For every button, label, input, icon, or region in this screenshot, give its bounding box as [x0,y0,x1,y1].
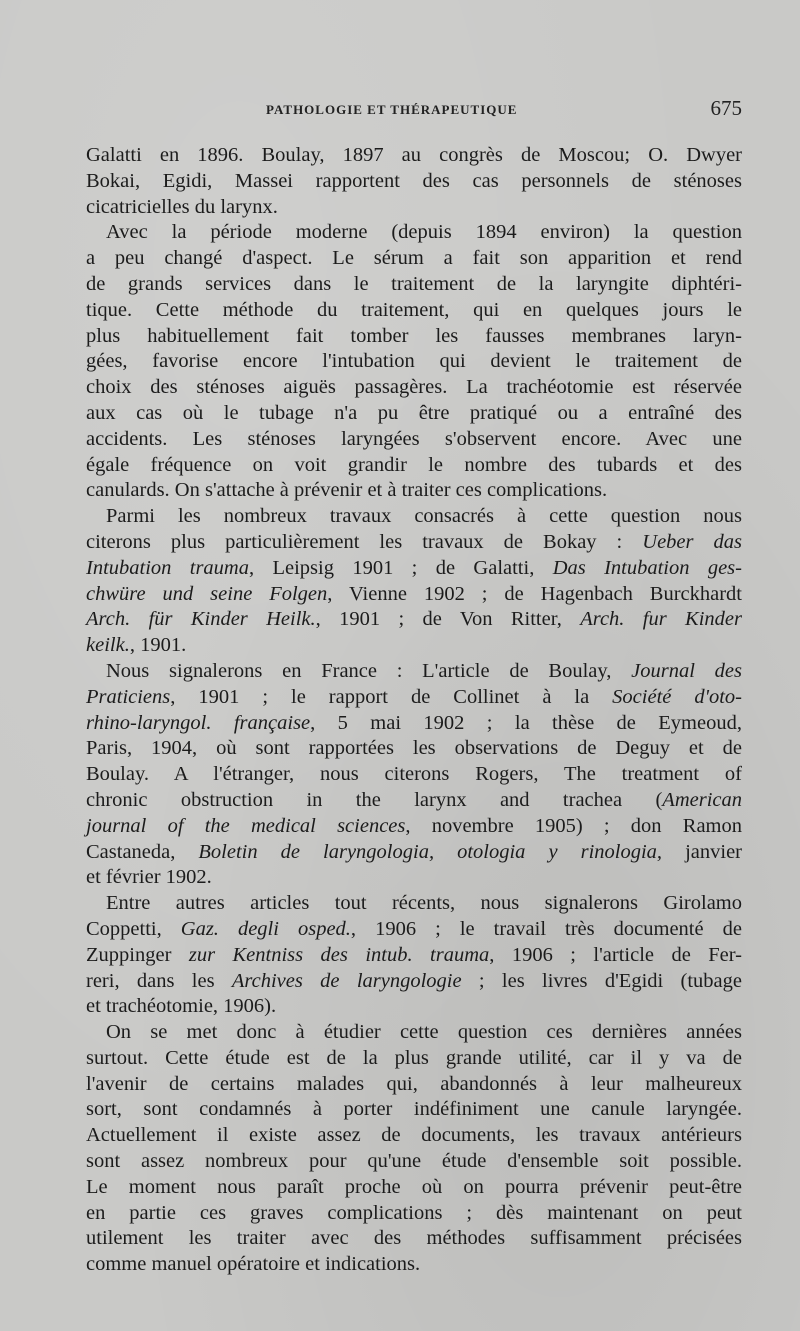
text-line [86,272,742,298]
text-line [86,1175,742,1201]
italic-citation: Société d'oto- [612,685,742,708]
text-segment: , Vienne 1902 ; de Hagenbach Burckhardt [327,582,743,605]
text-segment: Entre autres articles tout récents, nous signalerons Girolamo [106,892,742,915]
italic-citation: Praticiens [86,685,171,708]
text-segment: Actuellement il existe assez de documents, les travaux antérieurs [86,1124,742,1147]
text-line [86,969,742,995]
text-line [86,504,742,530]
text-line [86,556,742,582]
text-segment: , 1901 ; de Von Ritter, [315,608,581,631]
text-line [86,711,742,737]
text-segment: l'avenir de certains malades qui, abandonnés à leur malheureux [86,1072,742,1095]
text-segment: cicatricielles du larynx. [86,195,278,218]
text-segment: plus habituellement fait tomber les fausses membranes laryn- [86,324,742,347]
italic-citation: keilk. [86,634,130,657]
text-line [86,1149,742,1175]
text-line [86,324,742,350]
text-segment: tique. Cette méthode du traitement, qui en quelques jours le [86,298,742,321]
text-line [86,814,742,840]
italic-citation: Arch. für Kinder Heilk. [86,608,316,631]
text-segment: reri, dans les [86,969,232,992]
italic-citation: chwüre und seine Folgen [86,582,328,605]
text-line [86,1020,742,1046]
text-line [86,1252,742,1278]
text-segment: surtout. Cette étude est de la plus grande utilité, car il y va de [86,1046,742,1069]
running-head [86,96,742,126]
text-segment: , novembre 1905) ; don Ramon [405,814,742,837]
text-line [86,1226,742,1252]
text-segment: Galatti en 1896. Boulay, 1897 au congrès de Moscou; O. Dwyer [86,144,742,166]
text-segment: Zuppinger [86,943,189,966]
text-segment: Castaneda, [86,840,199,863]
italic-citation: Journal des [631,659,742,682]
italic-citation: Intubation trauma [86,556,249,579]
text-segment: , 1906 ; l'article de Fer- [489,943,742,966]
text-line [86,349,742,375]
text-segment: de grands services dans le traitement de la laryngite diphtéri- [86,272,742,295]
page-number: 675 [710,96,742,120]
text-line [86,607,742,633]
text-segment: et trachéotomie, 1906). [86,995,277,1018]
text-segment: chronic obstruction in the larynx and trachea ( [86,788,663,811]
text-line [86,1072,742,1098]
italic-citation: Archives de laryngologie [231,969,462,992]
text-line [86,685,742,711]
text-line [86,246,742,272]
text-segment: Parmi les nombreux travaux consacrés à cette question nous [106,505,742,528]
text-segment: Bokai, Egidi, Massei rapportent des cas personnels de sténoses [86,169,742,192]
text-line [86,375,742,401]
text-segment: Coppetti, [86,917,181,940]
body-text [86,143,742,1278]
text-segment: Boulay. A l'étranger, nous citerons Rogers, The treatment of [86,763,742,786]
text-line [86,582,742,608]
text-line [86,530,742,556]
text-segment: comme manuel opératoire et indications. [86,1253,421,1276]
text-line [86,1123,742,1149]
text-segment: , Leipsig 1901 ; de Galatti, [249,556,553,579]
italic-citation: Arch. fur Kinder [580,608,742,631]
text-line [86,427,742,453]
text-segment: , 5 mai 1902 ; la thèse de Eymeoud, [310,711,742,734]
text-segment: Nous signalerons en France : L'article de Boulay, [106,659,632,682]
text-line [86,1201,742,1227]
text-line [86,917,742,943]
text-line [86,401,742,427]
text-line [86,220,742,246]
text-line [86,994,742,1020]
running-head-title: PATHOLOGIE ET THÉRAPEUTIQUE [266,102,518,117]
text-segment: et février 1902. [86,866,212,889]
italic-citation: Ueber das [642,530,742,553]
text-line [86,891,742,917]
italic-citation: Das Intubation ges- [552,556,742,579]
text-line [86,736,742,762]
text-line [86,453,742,479]
text-line [86,865,742,891]
text-segment: a peu changé d'aspect. Le sérum a fait son apparition et rend [86,247,742,270]
text-line [86,195,742,221]
text-line [86,840,742,866]
text-segment: , 1906 ; le travail très documenté de [350,917,742,940]
text-segment: en partie ces graves complications ; dès maintenant on peut [86,1201,742,1224]
text-line [86,298,742,324]
italic-citation: Gaz. degli osped. [180,917,351,940]
italic-citation: journal of the medical sciences [86,814,406,837]
text-segment: sort, sont condamnés à porter indéfiniment une canule laryngée. [86,1098,742,1121]
text-line [86,943,742,969]
text-segment: accidents. Les sténoses laryngées s'observent encore. Avec une [86,427,742,450]
text-segment: utilement les traiter avec des méthodes suffisamment précisées [86,1227,742,1250]
text-line [86,633,742,659]
text-segment: ; les livres d'Egidi (tubage [461,969,742,992]
text-line [86,659,742,685]
text-line [86,478,742,504]
text-segment: Avec la période moderne (depuis 1894 environ) la question [106,221,742,244]
text-segment: Le moment nous paraît proche où on pourra prévenir peut-être [86,1175,742,1198]
text-line [86,143,742,169]
text-segment: citerons plus particulièrement les travaux de Bokay : [86,530,643,553]
text-line [86,788,742,814]
text-segment: choix des sténoses aiguës passagères. La trachéotomie est réservée [86,376,742,399]
text-line [86,1046,742,1072]
text-segment: aux cas où le tubage n'a pu être pratiqué ou a entraîné des [86,401,742,424]
text-segment: , 1901. [129,634,187,657]
text-segment: , 1901 ; le rapport de Collinet à la [170,685,613,708]
italic-citation: rhino-laryngol. française [86,711,311,734]
text-line [86,1097,742,1123]
text-segment: On se met donc à étudier cette question ces dernières années [106,1021,742,1044]
italic-citation: American [662,788,742,811]
text-segment: gées, favorise encore l'intubation qui devient le traitement de [86,350,742,373]
text-segment: Paris, 1904, où sont rapportées les observations de Deguy et de [86,737,742,760]
text-segment: janvier [662,840,742,863]
italic-citation: zur Kentniss des intub. trauma [188,943,490,966]
text-segment: sont assez nombreux pour qu'une étude d'ensemble soit possible. [86,1150,742,1173]
text-line [86,169,742,195]
text-line [86,762,742,788]
text-segment: égale fréquence on voit grandir le nombre des tubards et des [86,453,742,476]
text-segment: canulards. On s'attache à prévenir et à traiter ces complications. [86,479,608,502]
italic-citation: Boletin de laryngologia, otologia y rinologia, [198,840,663,863]
